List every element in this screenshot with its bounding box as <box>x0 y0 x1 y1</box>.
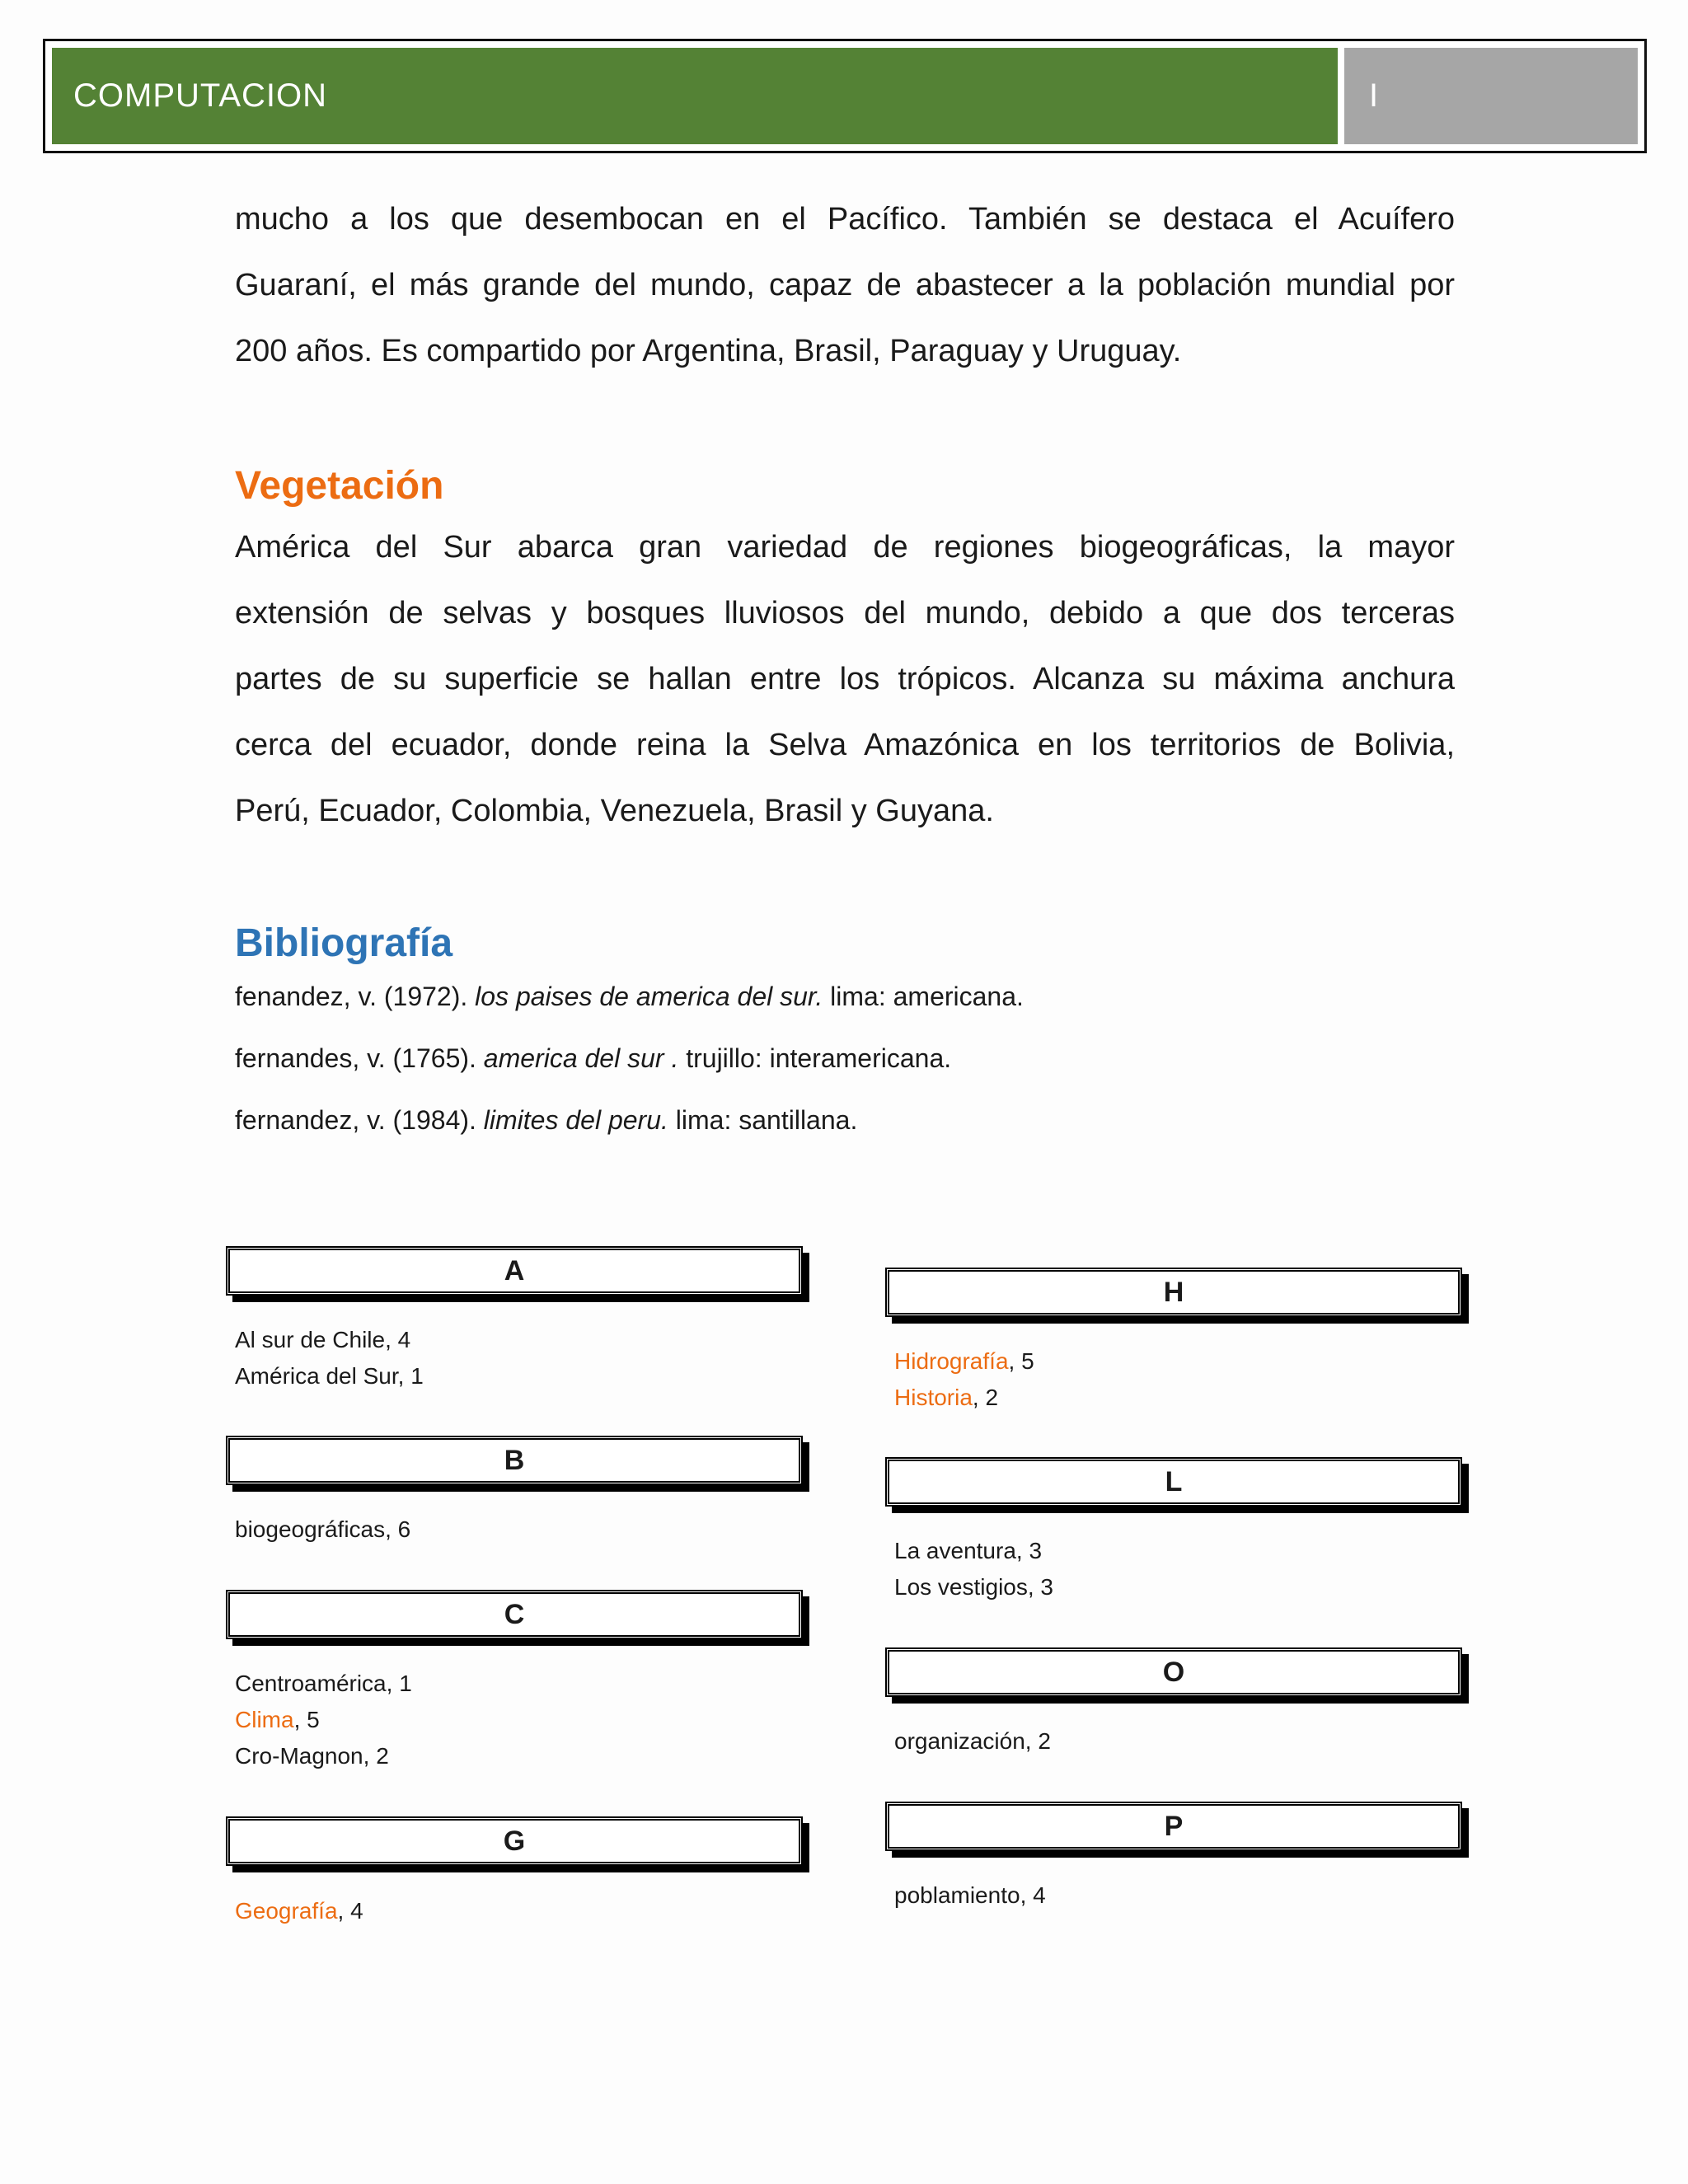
paragraph-line: Perú, Ecuador, Colombia, Venezuela, Brasil y Guyana. <box>235 794 994 828</box>
index-letter-l: L <box>885 1457 1462 1507</box>
index-term: Cro-Magnon <box>235 1743 363 1769</box>
index-term: organización <box>894 1728 1025 1754</box>
paragraph-line: mucho a los que desembocan en el Pacífico. También se destaca el Acuífero <box>235 202 1455 237</box>
index-letter-b: B <box>226 1436 803 1485</box>
index-term-highlighted: Hidrografía <box>894 1348 1009 1374</box>
section-heading-vegetacion: Vegetación <box>235 464 444 508</box>
bibliography-entry <box>235 1090 1024 1151</box>
bibliography-entry <box>235 966 1024 1028</box>
paragraph-line: América del Sur abarca gran variedad de regiones biogeográficas, la mayor <box>235 530 1455 565</box>
index-term-highlighted: Historia <box>894 1385 973 1410</box>
index-page: , 2 <box>1025 1728 1051 1754</box>
paragraph-line: partes de su superficie se hallan entre los trópicos. Alcanza su máxima anchura <box>235 662 1455 696</box>
index-page: , 4 <box>337 1898 363 1924</box>
index-entry <box>235 1666 412 1702</box>
paragraph-line: Guaraní, el más grande del mundo, capaz de abastecer a la población mundial por <box>235 268 1455 302</box>
entry-author: fernandes, v. (1765). <box>235 1043 484 1073</box>
vegetacion-paragraph <box>235 514 1455 844</box>
index-page: , 4 <box>385 1327 411 1352</box>
index-entries-g <box>235 1893 363 1929</box>
index-entry <box>235 1893 363 1929</box>
index-letter-o: O <box>885 1647 1462 1697</box>
entry-title: los paises de america del sur. <box>475 982 823 1011</box>
paragraph-line: 200 años. Es compartido por Argentina, Brasil, Paraguay y Uruguay. <box>235 334 1182 368</box>
index-term: Al sur de Chile <box>235 1327 386 1352</box>
entry-publisher: trujillo: interamericana. <box>678 1043 952 1073</box>
index-term-highlighted: Clima <box>235 1707 294 1732</box>
entry-publisher: lima: americana. <box>823 982 1024 1011</box>
index-page: , 1 <box>386 1671 412 1696</box>
bibliography-entry <box>235 1028 1024 1090</box>
index-entry <box>235 1358 424 1394</box>
intro-paragraph <box>235 186 1455 384</box>
page-header <box>43 39 1647 153</box>
index-entry <box>235 1511 410 1548</box>
index-term: poblamiento <box>894 1882 1020 1908</box>
index-entry <box>235 1322 424 1358</box>
index-entries-h <box>894 1343 1034 1416</box>
index-entries-a <box>235 1322 424 1394</box>
paragraph-line: cerca del ecuador, donde reina la Selva Amazónica en los territorios de Bolivia, <box>235 728 1455 762</box>
index-term: Centroamérica <box>235 1671 387 1696</box>
entry-title: limites del peru. <box>483 1105 668 1135</box>
entry-title: america del sur . <box>483 1043 679 1073</box>
index-entries-o <box>894 1723 1051 1760</box>
index-page: , 5 <box>293 1707 320 1732</box>
index-letter-a: A <box>226 1246 803 1296</box>
header-title-bar <box>52 48 1338 144</box>
index-entry <box>235 1738 412 1774</box>
index-page: , 4 <box>1020 1882 1046 1908</box>
index-term: La aventura <box>894 1538 1016 1563</box>
index-entry <box>894 1380 1034 1416</box>
index-entry <box>235 1702 412 1738</box>
index-entries-p <box>894 1877 1046 1914</box>
index-term: América del Sur <box>235 1363 398 1389</box>
index-entry <box>894 1877 1046 1914</box>
header-page-box <box>1344 48 1638 144</box>
entry-publisher: lima: santillana. <box>668 1105 858 1135</box>
index-entries-b <box>235 1511 410 1548</box>
index-page: , 5 <box>1008 1348 1034 1374</box>
section-heading-bibliografia: Bibliografía <box>235 921 453 965</box>
header-title: COMPUTACION <box>73 77 328 114</box>
index-term-highlighted: Geografía <box>235 1898 338 1924</box>
index-letter-g: G <box>226 1816 803 1866</box>
index-entry <box>894 1343 1034 1380</box>
bibliography-list <box>235 966 1024 1151</box>
index-letter-h: H <box>885 1268 1462 1317</box>
index-page: , 1 <box>397 1363 424 1389</box>
index-letter-c: C <box>226 1590 803 1639</box>
entry-author: fenandez, v. (1972). <box>235 982 476 1011</box>
index-entries-c <box>235 1666 412 1774</box>
index-page: , 3 <box>1027 1574 1054 1600</box>
index-page: , 6 <box>385 1516 411 1542</box>
index-term: Los vestigios <box>894 1574 1028 1600</box>
index-entry <box>894 1569 1053 1605</box>
paragraph-line: extensión de selvas y bosques lluviosos del mundo, debido a que dos terceras <box>235 596 1455 630</box>
index-page: , 3 <box>1015 1538 1043 1563</box>
index-term: biogeográficas <box>235 1516 386 1542</box>
index-page: , 2 <box>972 1385 999 1410</box>
index-page: , 2 <box>363 1743 389 1769</box>
index-entry <box>894 1723 1051 1760</box>
index-entry <box>894 1533 1053 1569</box>
index-letter-p: P <box>885 1802 1462 1851</box>
entry-author: fernandez, v. (1984). <box>235 1105 484 1135</box>
index-entries-l <box>894 1533 1053 1605</box>
header-page-mark: I <box>1369 77 1379 114</box>
